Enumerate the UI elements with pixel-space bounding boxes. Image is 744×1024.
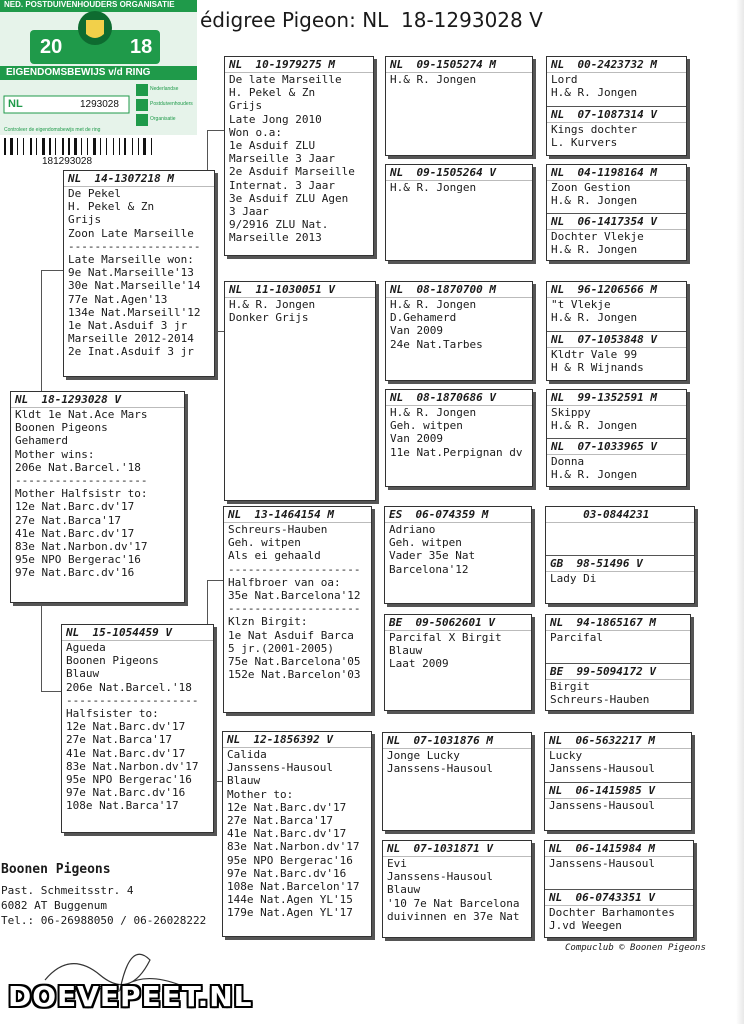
pigeon-info-line: Geh. witpen: [228, 536, 301, 550]
ticket-ring-label: EIGENDOMSBEWIJS v/d RING: [6, 67, 151, 78]
pigeon-info-line: Donker Grijs: [229, 311, 309, 325]
ring-number: NL 06-5632217 M: [545, 733, 691, 749]
pigeon-info-line: H.& R. Jongen: [229, 298, 316, 311]
pigeon-info-line: 206e Nat.Barcel.'18: [66, 680, 192, 694]
pigeon-info-line: 1e Asduif ZLU: [229, 139, 316, 153]
pigeon-info-line: H.& R. Jongen: [390, 406, 477, 419]
pigeon-info-line: Marseille 2012-2014: [68, 332, 194, 346]
pigeon-info-line: Schreurs-Hauben: [550, 692, 650, 706]
pigeon-info-line: 41e Nat.Barc.dv'17: [66, 746, 186, 760]
pigeon-info-line: Grijs: [229, 99, 263, 113]
pigeon-info-line: Barcelona'12: [389, 562, 469, 576]
pigeon-info-line: Dochter Barhamontes: [549, 906, 675, 919]
pigeon-info-line: 83e Nat.Narbon.dv'17: [227, 840, 360, 854]
pigeon-info-line: D.Gehamerd: [390, 311, 457, 325]
pigeon-info-line: Mother Halfsistr to:: [15, 487, 148, 501]
ticket-side-n: Nederlandse: [150, 86, 179, 92]
pigeon-info-line: Dochter Vlekje: [551, 229, 644, 243]
pigeon-info-line: 95e NPO Bergerac'16: [15, 553, 141, 567]
pigeon-card-top[interactable]: [547, 165, 686, 213]
pigeon-info-line: 179e Nat.Agen YL'17: [227, 906, 353, 920]
pigeon-card-bottom[interactable]: [545, 782, 691, 831]
pigeon-card-bottom[interactable]: [545, 889, 693, 937]
ring-ownership-ticket: [0, 0, 197, 170]
pigeon-info-line: 1e Nat.Asduif 3 jr: [68, 319, 188, 333]
pigeon-info-line: 12e Nat.Barc.dv'17: [15, 500, 135, 514]
pigeon-info-line: Halfbroer van oa:: [228, 575, 341, 589]
ring-number: NL 08-1870686 V: [386, 390, 532, 406]
pigeon-info-line: H.& R. Jongen: [390, 181, 477, 194]
pigeon-info-line: 152e Nat.Barcelon'03: [228, 668, 361, 682]
pigeon-info-line: H.& R. Jongen: [551, 194, 638, 208]
pigeon-info-line: 134e Nat.Marseill'12: [68, 305, 201, 319]
ticket-barcode-number: 181293028: [42, 156, 93, 167]
pigeon-card-dam[interactable]: [61, 624, 214, 833]
ticket-side-p: Postduivenhouders: [150, 101, 193, 107]
breeder-name: Boonen Pigeons: [1, 862, 111, 877]
pigeon-info-line: Parcifal X Birgit: [389, 631, 502, 644]
pigeon-info-line: Geh. witpen: [390, 419, 463, 433]
pigeon-pair-2[interactable]: [546, 164, 687, 261]
pigeon-card-dam-sire[interactable]: [223, 506, 372, 713]
pigeon-info-line: H.& R. Jongen: [551, 419, 638, 433]
pigeon-info-line: Skippy: [551, 406, 591, 419]
pigeon-info-line: 108e Nat.Barca'17: [66, 799, 179, 813]
pigeon-info-line: De late Marseille: [229, 73, 342, 86]
pigeon-card-dam-dam[interactable]: [222, 731, 372, 937]
pigeon-info-line: Jonge Lucky: [387, 749, 460, 762]
ring-number: NL 96-1206566 M: [547, 282, 686, 298]
ring-number: NL 12-1856392 V: [223, 732, 371, 748]
pigeon-card-sire[interactable]: [63, 170, 215, 377]
ring-number: NL 14-1307218 M: [64, 171, 214, 187]
pigeon-card-ggs-3[interactable]: [385, 281, 533, 381]
pigeon-pair-6[interactable]: [545, 614, 691, 711]
pigeon-card-top[interactable]: [546, 507, 694, 555]
pigeon-info-line: Als ei gehaald: [228, 549, 321, 563]
ring-number: NL 11-1030051 V: [225, 282, 375, 298]
pigeon-pair-8[interactable]: [544, 840, 694, 938]
pigeon-info-line: 144e Nat.Agen YL'15: [227, 893, 353, 907]
pigeon-card-bottom[interactable]: [547, 106, 686, 155]
page-title: édigree Pigeon: NL 18-1293028 V: [200, 8, 543, 32]
pigeon-info-line: 2e Asduif Marseille: [229, 165, 355, 179]
pigeon-info-line: --------------------: [228, 562, 361, 576]
pigeon-card-ggs-1[interactable]: [385, 56, 533, 156]
pigeon-info-line: Lady Di: [550, 572, 597, 585]
credit-line: Compuclub © Boonen Pigeons: [565, 943, 706, 953]
pigeon-info-line: Geh. witpen: [389, 536, 462, 550]
ring-number: 03-0844231: [546, 507, 694, 523]
pigeon-info-line: duivinnen en 37e Nat: [387, 909, 520, 923]
ring-number: NL 15-1054459 V: [62, 625, 213, 641]
pigeon-info-line: 108e Nat.Barcelon'17: [227, 880, 360, 894]
pigeon-pair-4[interactable]: [546, 389, 687, 487]
pigeon-info-line: 27e Nat.Barca'17: [15, 513, 121, 527]
pigeon-pair-7[interactable]: [544, 732, 692, 831]
pigeon-info-line: Late Jong 2010: [229, 112, 322, 126]
pigeon-info-line: 27e Nat.Barca'17: [66, 733, 172, 747]
breeder-phone: Tel.: 06-26988050 / 06-26028222: [1, 914, 207, 927]
ring-number: NL 08-1870700 M: [386, 282, 532, 298]
ring-number: NL 06-0743351 V: [545, 890, 693, 906]
pigeon-info-line: Zoon Late Marseille: [68, 226, 194, 240]
ring-number: NL 18-1293028 V: [11, 392, 184, 408]
ring-number: NL 94-1865167 M: [546, 615, 690, 631]
ring-number: NL 00-2423732 M: [547, 57, 686, 73]
pigeon-info-line: Schreurs-Hauben: [228, 523, 328, 536]
pigeon-info-line: Klzn Birgit:: [228, 615, 308, 629]
pigeon-info-line: --------------------: [15, 474, 148, 488]
pigeon-info-line: Janssens-Hausoul: [549, 762, 655, 776]
ring-number: BE 09-5062601 V: [385, 615, 531, 631]
pigeon-info-line: Internat. 3 Jaar: [229, 178, 335, 192]
pigeon-info-line: Marseille 2013: [229, 231, 322, 245]
breeder-city: 6082 AT Buggenum: [1, 899, 107, 912]
pigeon-info-line: "t Vlekje: [551, 298, 611, 311]
pigeon-info-line: 83e Nat.Narbon.dv'17: [66, 759, 199, 773]
pigeon-info-line: Agueda: [66, 641, 106, 654]
pigeon-info-line: H & R Wijnands: [551, 361, 644, 375]
pigeon-info-line: 24e Nat.Tarbes: [390, 337, 483, 351]
ring-number: ES 06-074359 M: [385, 507, 531, 523]
pigeon-info-line: Grijs: [68, 213, 102, 227]
pigeon-info-line: Late Marseille won:: [68, 253, 194, 267]
pigeon-card-sire-sire[interactable]: [224, 56, 374, 256]
pigeon-card-sire-dam[interactable]: [224, 281, 376, 501]
pigeon-info-line: 27e Nat.Barca'17: [227, 814, 333, 828]
pigeon-info-line: H.& R. Jongen: [551, 311, 638, 325]
ring-number: NL 07-1031876 M: [383, 733, 531, 749]
pigeon-info-line: Janssens-Hausoul: [549, 857, 655, 870]
pigeon-info-line: 41e Nat.Barc.dv'17: [227, 827, 347, 841]
pigeon-info-line: Blauw: [389, 644, 423, 658]
pigeon-info-line: 12e Nat.Barc.dv'17: [227, 800, 347, 814]
pigeon-info-line: Parcifal: [550, 631, 603, 644]
ticket-org: NED. POSTDUIVENHOUDERS ORGANISATIE: [4, 0, 175, 9]
pigeon-info-line: Won o.a:: [229, 125, 282, 139]
pigeon-info-line: '10 7e Nat Barcelona: [387, 896, 520, 910]
pigeon-card-top[interactable]: [547, 282, 686, 331]
pigeon-info-line: 41e Nat.Barc.dv'17: [15, 526, 135, 540]
ring-number: NL 07-1033965 V: [547, 439, 686, 455]
pigeon-info-line: Kldt 1e Nat.Ace Mars: [15, 408, 148, 421]
pigeon-info-line: Adriano: [389, 523, 436, 536]
pigeon-info-line: 75e Nat.Barcelona'05: [228, 655, 361, 669]
pigeon-card-bottom[interactable]: [547, 213, 686, 261]
pigeon-card-top[interactable]: [545, 841, 693, 889]
pigeon-card-ggs-7[interactable]: [382, 732, 532, 831]
pigeon-info-line: H. Pekel & Zn: [68, 200, 155, 214]
pigeon-info-line: 95e NPO Bergerac'16: [66, 773, 192, 787]
pigeon-info-line: 2e Inat.Asduif 3 jr: [68, 345, 194, 359]
ring-number: NL 06-1415985 V: [545, 783, 691, 799]
pigeon-info-line: 97e Nat.Barc.dv'16: [15, 566, 135, 580]
pigeon-info-line: 9/2916 ZLU Nat.: [229, 218, 329, 232]
pigeon-info-line: 35e Nat.Barcelona'12: [228, 589, 361, 603]
pigeon-info-line: --------------------: [68, 239, 201, 253]
pigeon-info-line: 9e Nat.Marseille'13: [68, 266, 194, 280]
scan-edge: [736, 0, 744, 1024]
pigeon-info-line: Evi: [387, 857, 407, 870]
pigeon-info-line: 206e Nat.Barcel.'18: [15, 460, 141, 474]
ticket-country: NL: [8, 98, 23, 110]
ring-number: NL 99-1352591 M: [547, 390, 686, 406]
pigeon-info-line: Janssens-Hausoul: [549, 798, 655, 812]
ticket-ring-number: 1293028: [80, 99, 119, 110]
pigeon-info-line: 11e Nat.Perpignan dv: [390, 445, 523, 459]
pigeon-info-line: Blauw: [66, 667, 100, 681]
ring-number: NL 07-1031871 V: [383, 841, 531, 857]
ring-number: NL 07-1053848 V: [547, 332, 686, 348]
pigeon-info-line: Boonen Pigeons: [15, 421, 108, 435]
pigeon-pair-3[interactable]: [546, 281, 687, 381]
pigeon-card-bottom[interactable]: [546, 555, 694, 603]
pigeon-info-line: Mother to:: [227, 787, 294, 801]
pigeon-info-line: Van 2009: [390, 432, 443, 446]
pigeon-info-line: H.& R. Jongen: [551, 86, 638, 100]
ring-number: BE 99-5094172 V: [546, 664, 690, 680]
ticket-year-left: 20: [40, 36, 63, 58]
pigeon-card-bottom[interactable]: [546, 663, 690, 711]
pigeon-info-line: Janssens-Hausoul: [387, 762, 493, 776]
pigeon-info-line: Laat 2009: [389, 657, 449, 671]
pigeon-info-line: Calida: [227, 748, 267, 761]
ring-number: GB 98-51496 V: [546, 556, 694, 572]
ring-number: NL 06-1417354 V: [547, 214, 686, 230]
pigeon-info-line: 1e Nat Asduif Barca: [228, 628, 354, 642]
pigeon-card-ggs-5[interactable]: [384, 506, 532, 604]
pigeon-info-line: 3 Jaar: [229, 205, 269, 219]
pigeon-info-line: H.& R. Jongen: [390, 73, 477, 86]
pigeon-pair-5[interactable]: [545, 506, 695, 604]
pigeon-info-line: 77e Nat.Agen'13: [68, 292, 168, 306]
ring-number: NL 13-1464154 M: [224, 507, 371, 523]
pigeon-info-line: H.& R. Jongen: [390, 298, 477, 311]
pigeon-info-line: Halfsister to:: [66, 707, 159, 721]
pigeon-info-line: 3e Asduif ZLU Agen: [229, 191, 349, 205]
breeder-street: Past. Schmeitsstr. 4: [1, 884, 134, 897]
pigeon-info-line: Marseille 3 Jaar: [229, 152, 335, 166]
pigeon-info-line: H. Pekel & Zn: [229, 86, 316, 100]
pigeon-card-subject[interactable]: [10, 391, 185, 603]
pigeon-info-line: Lord: [551, 73, 578, 86]
pigeon-info-line: Blauw: [227, 774, 261, 788]
pigeon-card-ggs-6[interactable]: [384, 614, 532, 711]
pigeon-info-line: 95e NPO Bergerac'16: [227, 853, 353, 867]
pigeon-card-top[interactable]: [545, 733, 691, 782]
pigeon-pair-1[interactable]: [546, 56, 687, 156]
pigeon-info-line: H.& R. Jongen: [551, 242, 638, 256]
pigeon-info-line: L. Kurvers: [551, 136, 618, 150]
watermark: DOEVEPEET.NL: [8, 980, 253, 1013]
pigeon-info-line: Vader 35e Nat: [389, 549, 476, 563]
pigeon-info-line: Janssens-Hausoul: [227, 761, 333, 775]
pigeon-info-line: --------------------: [228, 602, 361, 616]
pigeon-info-line: Donna: [551, 455, 585, 468]
pigeon-info-line: Blauw: [387, 883, 421, 897]
pigeon-info-line: Kings dochter: [551, 123, 638, 136]
ring-number: NL 10-1979275 M: [225, 57, 373, 73]
pigeon-info-line: Birgit: [550, 679, 590, 693]
pigeon-info-line: Kldtr Vale 99: [551, 348, 638, 361]
pigeon-info-line: 30e Nat.Marseille'14: [68, 279, 201, 293]
pigeon-card-ggs-8[interactable]: [382, 840, 532, 938]
pigeon-info-line: 83e Nat.Narbon.dv'17: [15, 540, 148, 554]
ticket-small-note: Controleer de eigendomsbewijs met de ring: [4, 127, 101, 133]
ring-number: NL 07-1087314 V: [547, 107, 686, 123]
pigeon-card-top[interactable]: [546, 615, 690, 663]
pigeon-info-line: Zoon Gestion: [551, 181, 631, 194]
ticket-year-right: 18: [130, 36, 153, 58]
pigeon-card-ggs-4[interactable]: [385, 389, 533, 487]
ring-number: NL 09-1505274 M: [386, 57, 532, 73]
pigeon-info-line: 97e Nat.Barc.dv'16: [227, 866, 347, 880]
pigeon-card-top[interactable]: [547, 390, 686, 438]
pigeon-info-line: Van 2009: [390, 324, 443, 338]
pigeon-info-line: 12e Nat.Barc.dv'17: [66, 720, 186, 734]
pigeon-info-line: 97e Nat.Barc.dv'16: [66, 786, 186, 800]
pigeon-info-line: Lucky: [549, 749, 583, 762]
pigeon-card-bottom[interactable]: [547, 331, 686, 380]
pigeon-card-bottom[interactable]: [547, 438, 686, 486]
pigeon-info-line: Gehamerd: [15, 434, 68, 448]
ring-number: NL 06-1415984 M: [545, 841, 693, 857]
pigeon-info-line: 5 jr.(2001-2005): [228, 641, 334, 655]
pigeon-info-line: --------------------: [66, 693, 199, 707]
pigeon-info-line: De Pekel: [68, 187, 121, 200]
ticket-side-o: Organisatie: [150, 116, 176, 122]
ticket-graphic: [0, 0, 197, 170]
pigeon-info-line: Janssens-Hausoul: [387, 870, 493, 884]
pigeon-info-line: Boonen Pigeons: [66, 654, 159, 668]
pigeon-card-ggs-2[interactable]: [385, 164, 533, 261]
pigeon-info-line: Mother wins:: [15, 447, 95, 461]
ring-number: NL 09-1505264 V: [386, 165, 532, 181]
pigeon-card-top[interactable]: [547, 57, 686, 106]
pigeon-info-line: H.& R. Jongen: [551, 468, 638, 482]
ring-number: NL 04-1198164 M: [547, 165, 686, 181]
pigeon-info-line: J.vd Weegen: [549, 919, 622, 933]
